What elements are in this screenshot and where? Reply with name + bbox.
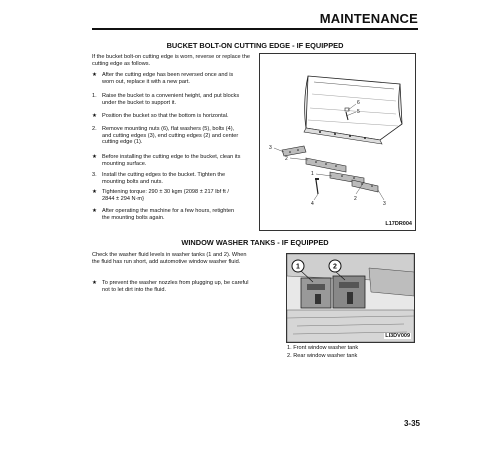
bucket-figure — [259, 53, 416, 231]
figure-label: 5 — [357, 109, 360, 115]
section1-item — [92, 172, 242, 185]
washer-tank-illustration — [287, 254, 414, 342]
item-text: Tightening torque: 290 ± 30 kgm {2098 ± 217 lbf ft / 2844 ± 294 N·m} — [102, 189, 229, 202]
section1-title: BUCKET BOLT-ON CUTTING EDGE - IF EQUIPPED — [166, 41, 344, 50]
figure-callout: 1 — [296, 263, 300, 271]
figure-label: 4 — [311, 201, 314, 207]
figure-label: 3 — [383, 201, 386, 207]
section1-item — [92, 189, 242, 202]
item-text: Position the bucket so that the bottom is horizontal. — [102, 113, 229, 119]
item-marker: 2. — [92, 126, 97, 132]
section1-item — [92, 126, 242, 146]
item-marker: ★ — [92, 72, 98, 78]
item-text: Remove mounting nuts (6), flat washers (5), bolts (4), and cutting edges (3), end cutting edges (2) and center cutting edge (1). — [102, 126, 239, 146]
figure-label: 6 — [357, 100, 360, 106]
washer-tank-figure — [286, 253, 415, 343]
section1-item — [92, 154, 242, 167]
item-text: Install the cutting edges to the bucket. Tighten the mounting bolts and nuts. — [102, 172, 226, 185]
page-number: 3-35 — [403, 419, 420, 428]
figure-callout: 2 — [333, 263, 337, 271]
section1-item — [92, 208, 242, 221]
section2-title: WINDOW WASHER TANKS - IF EQUIPPED — [181, 238, 329, 247]
item-text: To prevent the washer nozzles from plugging up, be careful not to let dirt into the fluid. — [102, 280, 249, 293]
figure-caption: L17DR004 — [385, 221, 412, 227]
bucket-illustration — [260, 54, 415, 230]
page-header-title: MAINTENANCE — [319, 11, 418, 26]
figure-label: 2 — [354, 196, 357, 202]
section1-item — [92, 113, 242, 120]
section1-intro: If the bucket bolt-on cutting edge is worn, reverse or replace the cutting edge as follows. — [92, 54, 250, 67]
item-marker: ★ — [92, 113, 98, 119]
figure-caption: LI3DV009 — [385, 333, 410, 339]
section2-intro: Check the washer fluid levels in washer tanks (1 and 2). When the fluid has run short, add automotive window washer fluid. — [92, 252, 247, 265]
figure-label: 2 — [285, 156, 288, 162]
figure-legend-item: 2. Rear window washer tank — [287, 353, 358, 359]
item-marker: ★ — [92, 208, 98, 214]
item-marker: ★ — [92, 189, 98, 195]
item-text: After the cutting edge has been reversed once and is worn out, replace it with a new part. — [102, 72, 234, 85]
figure-legend-item: 1. Front window washer tank — [287, 345, 359, 351]
item-marker: 1. — [92, 93, 97, 99]
figure-label: 1 — [311, 171, 314, 177]
section1-item — [92, 72, 242, 85]
item-text: Raise the bucket to a convenient height, and put blocks under the bucket to support it. — [102, 93, 240, 106]
item-marker: ★ — [92, 154, 98, 160]
section1-item — [92, 93, 242, 106]
header-rule — [92, 28, 418, 30]
item-marker: 3. — [92, 172, 97, 178]
item-marker: ★ — [92, 280, 98, 286]
figure-label: 3 — [269, 145, 272, 151]
item-text: Before installing the cutting edge to the bucket, clean its mounting surface. — [102, 154, 241, 167]
item-text: After operating the machine for a few hours, retighten the mounting bolts again. — [102, 208, 235, 221]
section2-item — [92, 280, 252, 293]
